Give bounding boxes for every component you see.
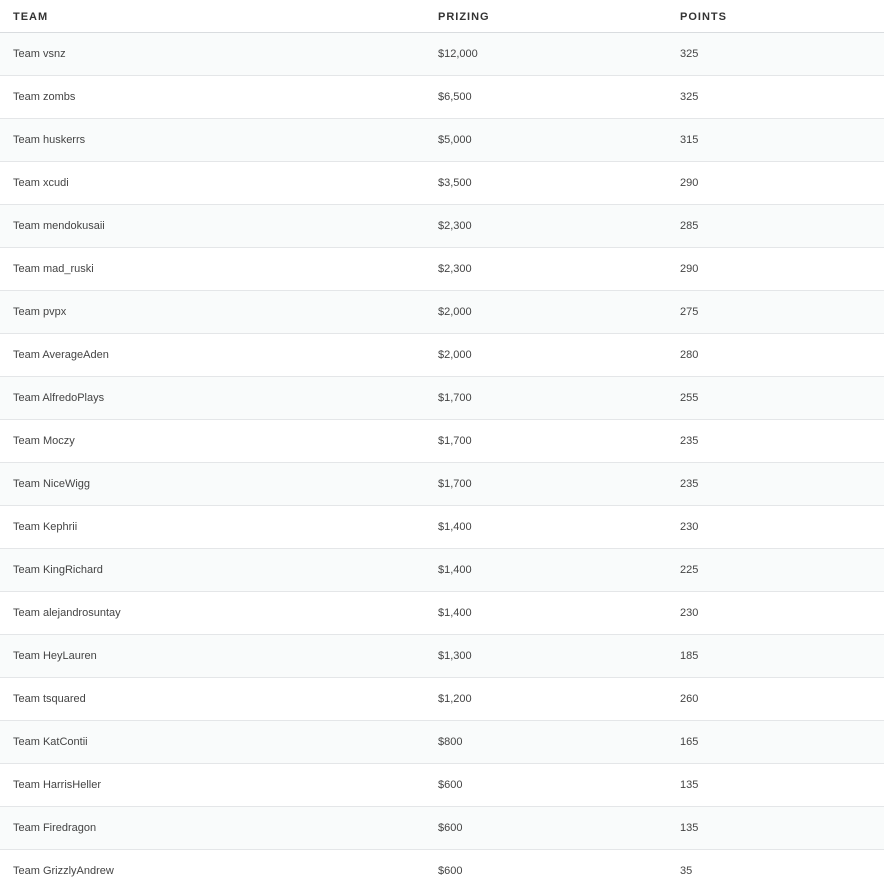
prizing-cell: $3,500 xyxy=(438,177,472,189)
points-cell: 325 xyxy=(680,48,699,60)
team-cell: Team KingRichard xyxy=(13,564,103,576)
prizing-cell: $800 xyxy=(438,736,463,748)
points-cell: 280 xyxy=(680,349,699,361)
points-cell: 230 xyxy=(680,607,699,619)
prizing-cell: $1,700 xyxy=(438,435,472,447)
team-cell: Team Kephrii xyxy=(13,521,78,533)
points-cell: 315 xyxy=(680,134,699,146)
prizing-cell: $600 xyxy=(438,865,463,877)
table-row xyxy=(0,678,884,721)
points-cell: 290 xyxy=(680,177,699,189)
prizing-cell: $2,000 xyxy=(438,306,472,318)
points-cell: 325 xyxy=(680,91,699,103)
table-row xyxy=(0,205,884,248)
points-cell: 135 xyxy=(680,779,699,791)
team-cell: Team Moczy xyxy=(13,435,75,447)
points-cell: 235 xyxy=(680,478,699,490)
team-cell: Team GrizzlyAndrew xyxy=(13,865,114,877)
team-cell: Team zombs xyxy=(13,91,76,103)
points-cell: 290 xyxy=(680,263,699,275)
prizing-cell: $1,400 xyxy=(438,564,472,576)
team-cell: Team HeyLauren xyxy=(13,650,97,662)
table-header xyxy=(0,0,884,33)
prizing-cell: $1,200 xyxy=(438,693,472,705)
table-row xyxy=(0,420,884,463)
team-cell: Team HarrisHeller xyxy=(13,779,102,791)
table-row xyxy=(0,463,884,506)
prizing-cell: $6,500 xyxy=(438,91,472,103)
points-cell: 230 xyxy=(680,521,699,533)
team-cell: Team alejandrosuntay xyxy=(13,607,121,619)
table-row xyxy=(0,377,884,420)
table-row xyxy=(0,162,884,205)
prizing-cell: $2,000 xyxy=(438,349,472,361)
team-cell: Team xcudi xyxy=(13,177,69,189)
table-row xyxy=(0,506,884,549)
table-row xyxy=(0,850,884,892)
prizing-cell: $1,300 xyxy=(438,650,472,662)
points-cell: 255 xyxy=(680,392,699,404)
table-row xyxy=(0,248,884,291)
prizing-cell: $1,400 xyxy=(438,521,472,533)
team-cell: Team mad_ruski xyxy=(13,263,94,275)
table-row xyxy=(0,33,884,76)
points-cell: 260 xyxy=(680,693,699,705)
prizing-cell: $1,400 xyxy=(438,607,472,619)
table-row xyxy=(0,291,884,334)
prizing-cell: $600 xyxy=(438,822,463,834)
team-cell: Team KatContii xyxy=(13,736,88,748)
team-cell: Team huskerrs xyxy=(13,134,86,146)
team-cell: Team Firedragon xyxy=(13,822,97,834)
prizing-cell: $2,300 xyxy=(438,220,472,232)
team-cell: Team AverageAden xyxy=(13,349,109,361)
prizing-cell: $600 xyxy=(438,779,463,791)
prizing-cell: $5,000 xyxy=(438,134,472,146)
prizing-cell: $1,700 xyxy=(438,392,472,404)
table-row xyxy=(0,807,884,850)
points-cell: 285 xyxy=(680,220,699,232)
team-cell: Team NiceWigg xyxy=(13,478,91,490)
team-cell: Team vsnz xyxy=(13,48,66,60)
header-team: TEAM xyxy=(13,10,49,23)
table-row xyxy=(0,764,884,807)
prizing-cell: $2,300 xyxy=(438,263,472,275)
points-cell: 185 xyxy=(680,650,699,662)
team-cell: Team mendokusaii xyxy=(13,220,105,232)
table-row xyxy=(0,635,884,678)
header-points: POINTS xyxy=(680,10,727,23)
table-row xyxy=(0,334,884,377)
team-cell: Team AlfredoPlays xyxy=(13,392,105,404)
table-body xyxy=(0,33,884,892)
table-row xyxy=(0,549,884,592)
table-row xyxy=(0,721,884,764)
team-cell: Team tsquared xyxy=(13,693,86,705)
points-cell: 165 xyxy=(680,736,699,748)
team-cell: Team pvpx xyxy=(13,306,67,318)
prizing-cell: $1,700 xyxy=(438,478,472,490)
points-cell: 135 xyxy=(680,822,699,834)
points-cell: 235 xyxy=(680,435,699,447)
prizing-cell: $12,000 xyxy=(438,48,478,60)
points-cell: 35 xyxy=(680,865,693,877)
table-row xyxy=(0,76,884,119)
table-row xyxy=(0,119,884,162)
points-cell: 275 xyxy=(680,306,699,318)
points-cell: 225 xyxy=(680,564,699,576)
table-row xyxy=(0,592,884,635)
header-prizing: PRIZING xyxy=(438,10,490,23)
